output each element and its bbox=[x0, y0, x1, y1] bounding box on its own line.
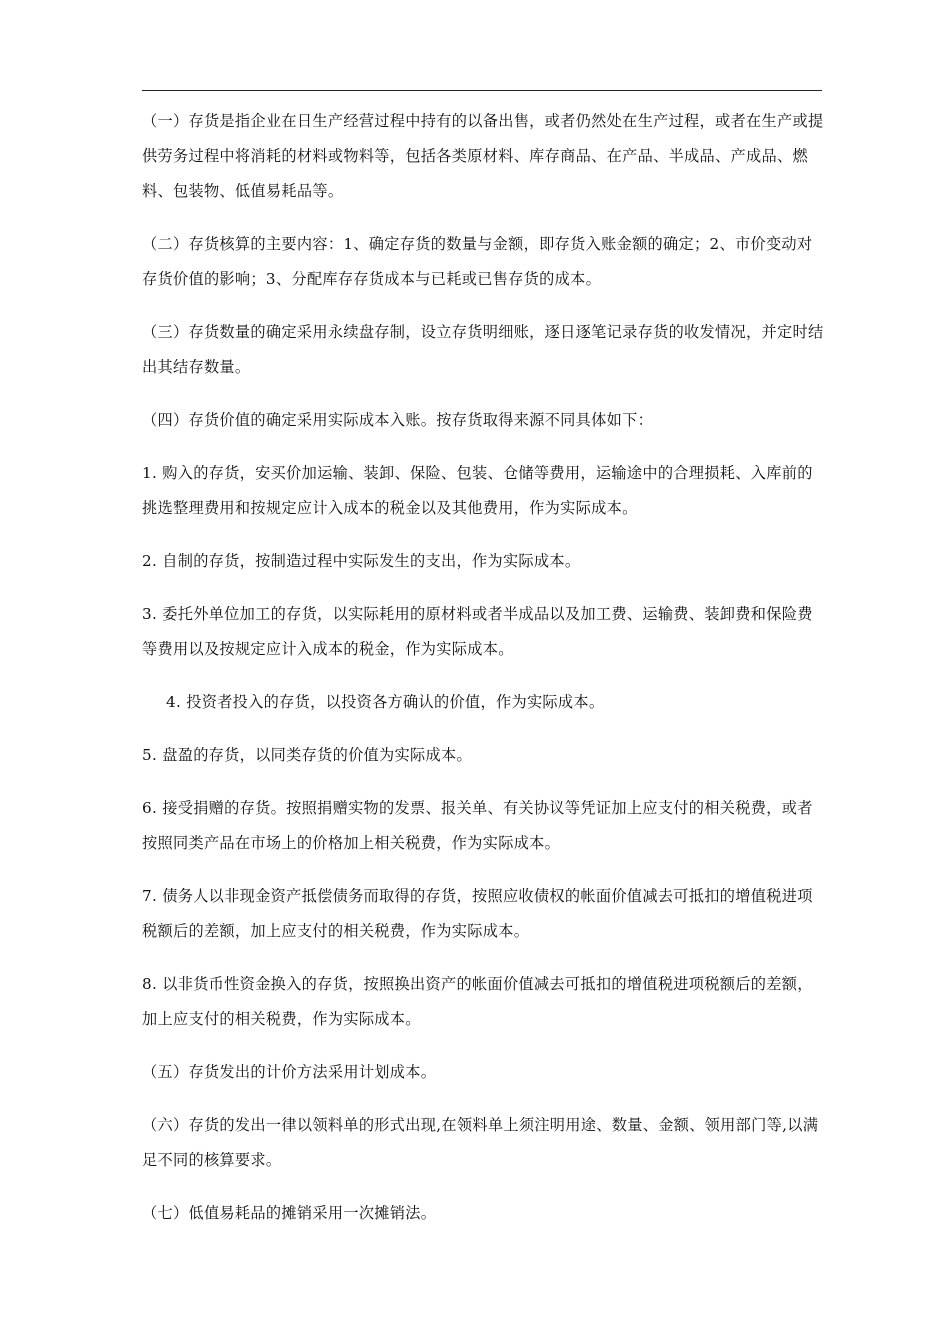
paragraph-1: （一）存货是指企业在日生产经营过程中持有的以备出售，或者仍然处在生产过程，或者在生产或提供劳务过程中将消耗的材料或物料等，包括各类原材料、库存商品、在产品、半成品、产成品、燃料、包装物、低值易耗品等。 bbox=[142, 112, 824, 200]
list-item-7: 7. 债务人以非现金资产抵偿债务而取得的存货，按照应收债权的帐面价值减去可抵扣的增值税进项税额后的差额，加上应支付的相关税费，作为实际成本。 bbox=[142, 887, 813, 940]
paragraph-5: （五）存货发出的计价方法采用计划成本。 bbox=[142, 1063, 437, 1081]
list-item-3: 3. 委托外单位加工的存货，以实际耗用的原材料或者半成品以及加工费、运输费、装卸费和保险费等费用以及按规定应计入成本的税金，作为实际成本。 bbox=[142, 605, 813, 658]
list-item-8: 8. 以非货币性资金换入的存货，按照换出资产的帐面价值减去可抵扣的增值税进项税额后的差额，加上应支付的相关税费，作为实际成本。 bbox=[142, 975, 813, 1028]
paragraph-2: （二）存货核算的主要内容：1、确定存货的数量与金额，即存货入账金额的确定；2、市价变动对存货价值的影响；3、分配库存存货成本与已耗或已售存货的成本。 bbox=[142, 235, 813, 288]
paragraph-7: （七）低值易耗品的摊销采用一次摊销法。 bbox=[142, 1204, 437, 1222]
list-item-4: 4. 投资者投入的存货，以投资各方确认的价值，作为实际成本。 bbox=[166, 693, 605, 711]
document-body bbox=[142, 104, 826, 1249]
paragraph-4: （四）存货价值的确定采用实际成本入账。按存货取得来源不同具体如下： bbox=[142, 411, 654, 429]
paragraph-6: （六）存货的发出一律以领料单的形式出现,在领料单上须注明用途、数量、金额、领用部门等,以满足不同的核算要求。 bbox=[142, 1116, 819, 1169]
list-item-1: 1. 购入的存货，安买价加运输、装卸、保险、包装、仓储等费用，运输途中的合理损耗、入库前的挑选整理费用和按规定应计入成本的税金以及其他费用，作为实际成本。 bbox=[142, 464, 813, 517]
list-item-2: 2. 自制的存货，按制造过程中实际发生的支出，作为实际成本。 bbox=[142, 552, 581, 570]
list-item-6: 6. 接受捐赠的存货。按照捐赠实物的发票、报关单、有关协议等凭证加上应支付的相关税费，或者按照同类产品在市场上的价格加上相关税费，作为实际成本。 bbox=[142, 799, 813, 852]
list-item-5: 5. 盘盈的存货，以同类存货的价值为实际成本。 bbox=[142, 746, 472, 764]
header-rule bbox=[142, 90, 822, 91]
paragraph-3: （三）存货数量的确定采用永续盘存制，设立存货明细账，逐日逐笔记录存货的收发情况，并定时结出其结存数量。 bbox=[142, 323, 824, 376]
